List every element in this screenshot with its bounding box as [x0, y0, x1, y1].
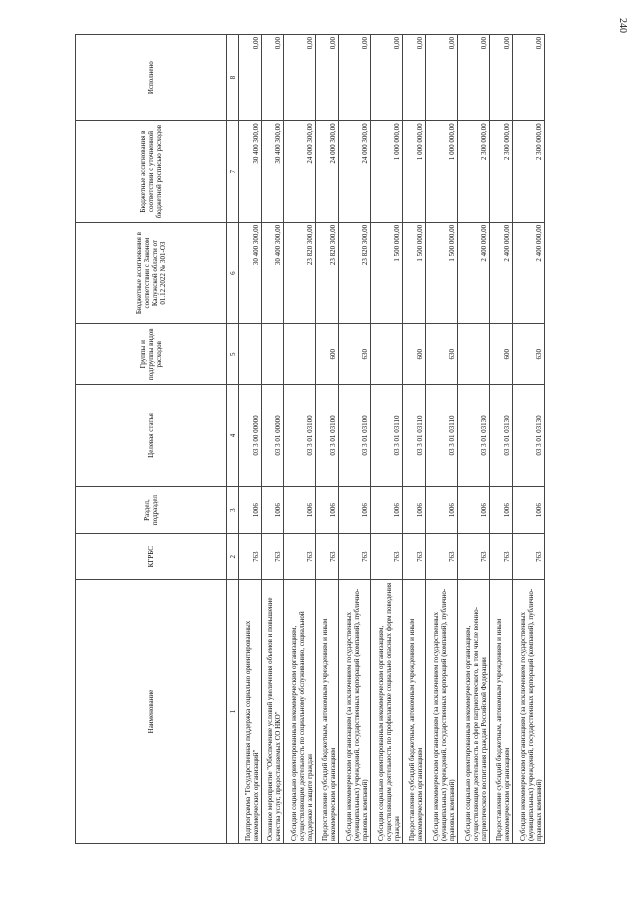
budget-table-rotated [75, 34, 545, 844]
cell-utochn: 24 000 300,00 [316, 121, 339, 223]
cell-kgrbs: 763 [403, 534, 426, 580]
cell-utochn: 30 400 300,00 [239, 121, 262, 223]
table-row [371, 35, 403, 844]
cell-byudzhet: 2 400 000,00 [512, 222, 544, 324]
cell-utochn: 1 000 000,00 [371, 121, 403, 223]
cell-name: Субсидии социально ориентированным некоммерческим организациям, осуществляющим деятельность по социальному обслуживанию, социальной поддержке и защите граждан [284, 580, 316, 844]
cell-ispolneno: 0,00 [512, 35, 544, 121]
header-name: Наименование [76, 580, 227, 844]
cell-name: Подпрограмма "Государственная поддержка социально ориентированных некоммерческих организаций" [239, 580, 262, 844]
cell-ispolneno: 0,00 [284, 35, 316, 121]
cell-utochn: 1 000 000,00 [403, 121, 426, 223]
cell-byudzhet: 23 820 300,00 [316, 222, 339, 324]
cell-byudzhet: 1 500 000,00 [403, 222, 426, 324]
cell-utochn: 2 300 000,00 [458, 121, 490, 223]
cell-byudzhet: 23 820 300,00 [284, 222, 316, 324]
cell-ispolneno: 0,00 [490, 35, 513, 121]
cell-gruppa [284, 324, 316, 385]
cell-kgrbs: 763 [239, 534, 262, 580]
table-row [338, 35, 370, 844]
cell-ispolneno: 0,00 [316, 35, 339, 121]
cell-razdel: 1006 [458, 486, 490, 534]
table-row [316, 35, 339, 844]
cell-celevaya: 03 3 01 03130 [490, 385, 513, 487]
column-number: 1 [227, 580, 239, 844]
cell-utochn: 30 400 300,00 [261, 121, 284, 223]
cell-celevaya: 03 3 01 03110 [425, 385, 457, 487]
cell-gruppa: 630 [338, 324, 370, 385]
header-celevaya: Целевая статья [76, 385, 227, 487]
cell-celevaya: 03 3 01 03130 [458, 385, 490, 487]
column-number: 4 [227, 385, 239, 487]
cell-name: Субсидии социально ориентированным некоммерческим организациям, осуществляющим деятельность в сфере патриотического, в том числе военно-патриотического воспитания граждан Российской Федерации [458, 580, 490, 844]
cell-razdel: 1006 [338, 486, 370, 534]
cell-celevaya: 03 3 01 03110 [371, 385, 403, 487]
table-row [458, 35, 490, 844]
cell-gruppa: 600 [403, 324, 426, 385]
header-row [76, 35, 227, 844]
cell-ispolneno: 0,00 [458, 35, 490, 121]
header-byudzhet: Бюджетные ассигнования в соответствии с Законом Калужской области от 01.12.2022 № 301-ОЗ [76, 222, 227, 324]
cell-ispolneno: 0,00 [403, 35, 426, 121]
cell-kgrbs: 763 [425, 534, 457, 580]
cell-ispolneno: 0,00 [338, 35, 370, 121]
cell-kgrbs: 763 [512, 534, 544, 580]
cell-celevaya: 03 3 01 03100 [338, 385, 370, 487]
cell-razdel: 1006 [371, 486, 403, 534]
cell-celevaya: 03 3 01 03130 [512, 385, 544, 487]
table-row [425, 35, 457, 844]
cell-razdel: 1006 [284, 486, 316, 534]
cell-name: Субсидии некоммерческим организациям (за исключением государственных (муниципальных) учреждений, государственных корпораций (компаний), публично-правовых компаний) [338, 580, 370, 844]
cell-razdel: 1006 [316, 486, 339, 534]
cell-razdel: 1006 [261, 486, 284, 534]
cell-utochn: 2 300 000,00 [512, 121, 544, 223]
column-number: 2 [227, 534, 239, 580]
cell-utochn: 2 300 000,00 [490, 121, 513, 223]
cell-ispolneno: 0,00 [371, 35, 403, 121]
header-utochnennye: Бюджетные ассигнования в соответствии с уточненной бюджетной росписью расходов [76, 121, 227, 223]
cell-ispolneno: 0,00 [261, 35, 284, 121]
column-number: 5 [227, 324, 239, 385]
cell-name: Предоставление субсидий бюджетным, автономным учреждениям и иным некоммерческим организациям [490, 580, 513, 844]
cell-ispolneno: 0,00 [239, 35, 262, 121]
cell-gruppa [261, 324, 284, 385]
cell-razdel: 1006 [490, 486, 513, 534]
cell-name: Предоставление субсидий бюджетным, автономным учреждениям и иным некоммерческим организациям [403, 580, 426, 844]
cell-kgrbs: 763 [338, 534, 370, 580]
cell-name: Субсидии некоммерческим организациям (за исключением государственных (муниципальных) учреждений, государственных корпораций (компаний), публично-правовых компаний) [512, 580, 544, 844]
cell-gruppa [458, 324, 490, 385]
cell-byudzhet: 30 400 300,00 [261, 222, 284, 324]
cell-name: Предоставление субсидий бюджетным, автономным учреждениям и иным некоммерческим организациям [316, 580, 339, 844]
table-row [261, 35, 284, 844]
cell-ispolneno: 0,00 [425, 35, 457, 121]
cell-kgrbs: 763 [371, 534, 403, 580]
cell-byudzhet: 1 500 000,00 [371, 222, 403, 324]
cell-utochn: 24 000 300,00 [338, 121, 370, 223]
table-row [490, 35, 513, 844]
header-kgrbs: КГРБС [76, 534, 227, 580]
cell-byudzhet: 23 820 300,00 [338, 222, 370, 324]
cell-gruppa: 630 [512, 324, 544, 385]
column-number: 6 [227, 222, 239, 324]
cell-byudzhet: 1 500 000,00 [425, 222, 457, 324]
cell-razdel: 1006 [239, 486, 262, 534]
cell-razdel: 1006 [403, 486, 426, 534]
cell-celevaya: 03 3 00 00000 [239, 385, 262, 487]
table-body [239, 35, 545, 844]
cell-gruppa: 600 [316, 324, 339, 385]
cell-kgrbs: 763 [316, 534, 339, 580]
cell-gruppa [239, 324, 262, 385]
cell-gruppa: 630 [425, 324, 457, 385]
cell-razdel: 1006 [425, 486, 457, 534]
header-ispolneno: Исполнено [76, 35, 227, 121]
cell-kgrbs: 763 [284, 534, 316, 580]
column-number: 3 [227, 486, 239, 534]
cell-name: Основное мероприятие "Обеспечение условий увеличения объемов и повышение качества услуг, предоставляемых СО НКО" [261, 580, 284, 844]
column-number: 8 [227, 35, 239, 121]
cell-kgrbs: 763 [261, 534, 284, 580]
table-row [239, 35, 262, 844]
cell-byudzhet: 30 400 300,00 [239, 222, 262, 324]
cell-kgrbs: 763 [458, 534, 490, 580]
cell-gruppa [371, 324, 403, 385]
cell-celevaya: 03 3 01 03110 [403, 385, 426, 487]
column-number: 7 [227, 121, 239, 223]
cell-celevaya: 03 3 01 03100 [316, 385, 339, 487]
cell-gruppa: 600 [490, 324, 513, 385]
cell-name: Субсидии социально ориентированным некоммерческим организациям, осуществляющим деятельность по профилактике социально опасных форм поведения граждан [371, 580, 403, 844]
cell-celevaya: 03 3 01 00000 [261, 385, 284, 487]
column-number-row [227, 35, 239, 844]
table-row [403, 35, 426, 844]
cell-utochn: 1 000 000,00 [425, 121, 457, 223]
header-gruppy: Группы и подгруппы видов расходов [76, 324, 227, 385]
cell-byudzhet: 2 400 000,00 [458, 222, 490, 324]
cell-utochn: 24 000 300,00 [284, 121, 316, 223]
table-row [512, 35, 544, 844]
table-row [284, 35, 316, 844]
header-razdel: Раздел, подраздел [76, 486, 227, 534]
cell-byudzhet: 2 400 000,00 [490, 222, 513, 324]
cell-razdel: 1006 [512, 486, 544, 534]
cell-name: Субсидии некоммерческим организациям (за исключением государственных (муниципальных) учреждений, государственных корпораций (компаний), публично-правовых компаний) [425, 580, 457, 844]
budget-table [75, 34, 545, 844]
page-number: 240 [617, 18, 628, 33]
cell-kgrbs: 763 [490, 534, 513, 580]
cell-celevaya: 03 3 01 03100 [284, 385, 316, 487]
